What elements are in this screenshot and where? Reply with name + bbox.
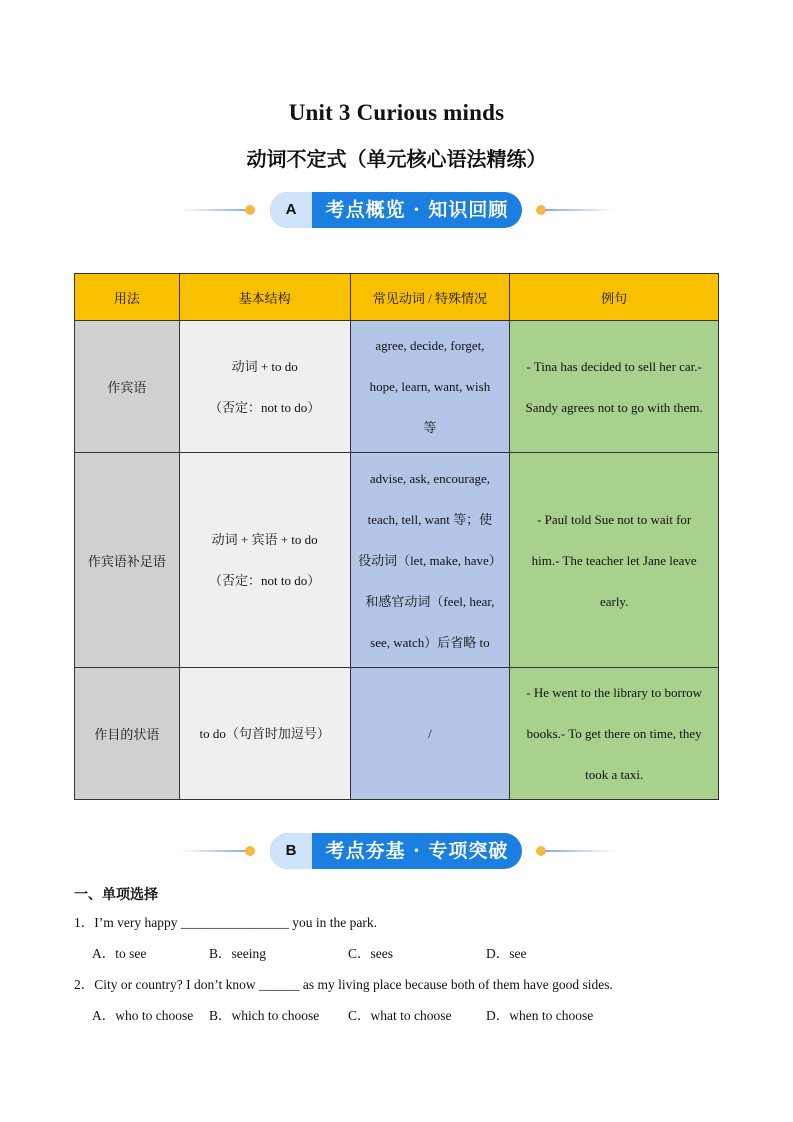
banner-text: 考点概览 · 知识回顾	[325, 199, 509, 221]
option[interactable]: B．seeing	[209, 946, 266, 961]
option[interactable]: D．see	[486, 946, 527, 961]
verbs-cell	[350, 321, 510, 453]
example-cell	[510, 321, 719, 453]
structure-cell	[179, 321, 350, 453]
verbs-line: agree, decide, forget,	[375, 338, 485, 353]
table-row	[75, 321, 719, 453]
example-line: - Tina has decided to sell her car.-	[526, 358, 702, 374]
option[interactable]: B．which to choose	[209, 1008, 320, 1023]
example-line: early.	[599, 593, 629, 609]
verbs-cell	[350, 668, 510, 800]
option[interactable]: C．sees	[348, 946, 393, 961]
structure-cell	[179, 453, 350, 668]
banner-line-right	[545, 209, 615, 211]
banner-line-right	[545, 850, 615, 852]
header-usage: 用法	[75, 274, 180, 321]
banner-line-left	[180, 850, 248, 852]
document-title: Unit 3 Curious minds	[288, 100, 505, 125]
verbs-line: hope, learn, want, wish	[369, 379, 491, 394]
structure-line: （否定：not to do）	[209, 399, 321, 415]
verbs-line: /	[428, 726, 432, 741]
header-verbs: 常见动词 / 特殊情况	[350, 274, 510, 321]
banner-dot-left	[245, 205, 255, 215]
example-line: took a taxi.	[585, 767, 644, 782]
structure-line: 动词 + 宾语 + to do	[211, 532, 318, 547]
structure-line: to do（句首时加逗号）	[199, 726, 330, 741]
option[interactable]: C．what to choose	[348, 1008, 452, 1023]
question-stem: 1．I’m very happy ________________ you in the park.	[74, 915, 377, 930]
option[interactable]: D．when to choose	[486, 1008, 594, 1023]
table-header-row	[75, 274, 719, 321]
question-stem: 2．City or country? I don’t know ______ as my living place because both of them have good sides.	[74, 977, 613, 992]
usage-cell: 作宾语	[75, 321, 180, 453]
verbs-line: see, watch）后省略 to	[370, 634, 490, 650]
verbs-line: 和感官动词（feel, hear,	[365, 593, 495, 609]
example-line: Sandy agrees not to go with them.	[525, 399, 703, 415]
question-options	[92, 1004, 593, 1024]
example-line: books.- To get there on time, they	[526, 726, 702, 741]
banner-badge: A	[270, 192, 312, 228]
option[interactable]: A．who to choose	[92, 1008, 194, 1023]
banner-line-left	[180, 209, 248, 211]
verbs-line: advise, ask, encourage,	[369, 470, 491, 486]
usage-cell: 作目的状语	[75, 668, 180, 800]
example-line: - Paul told Sue not to wait for	[537, 511, 692, 527]
table-row	[75, 453, 719, 668]
table-row	[75, 668, 719, 800]
banner-dot-left	[245, 846, 255, 856]
verbs-line: teach, tell, want 等；使	[367, 511, 493, 527]
banner-badge: B	[270, 833, 312, 869]
verbs-cell	[350, 453, 510, 668]
banner-text: 考点夯基 · 专项突破	[325, 840, 509, 862]
section-banner-a	[0, 190, 793, 230]
grammar-table	[74, 273, 719, 800]
verbs-line: 等	[423, 420, 437, 435]
usage-cell: 作宾语补足语	[75, 453, 180, 668]
structure-line: （否定：not to do）	[209, 573, 321, 588]
example-line: - He went to the library to borrow	[526, 685, 703, 700]
option[interactable]: A．to see	[92, 946, 147, 961]
section-heading: 一、单项选择	[74, 887, 158, 903]
banner-pill	[270, 833, 522, 869]
example-cell	[510, 668, 719, 800]
example-cell	[510, 453, 719, 668]
example-line: him.- The teacher let Jane leave	[531, 552, 697, 568]
section-banner-b	[0, 831, 793, 871]
header-structure: 基本结构	[179, 274, 350, 321]
document-subtitle: 动词不定式（单元核心语法精练）	[246, 147, 547, 171]
verbs-line: 役动词（let, make, have）	[358, 552, 502, 568]
banner-pill	[270, 192, 522, 228]
structure-line: 动词 + to do	[231, 358, 298, 374]
header-example: 例句	[510, 274, 719, 321]
question-options	[92, 942, 527, 962]
structure-cell	[179, 668, 350, 800]
